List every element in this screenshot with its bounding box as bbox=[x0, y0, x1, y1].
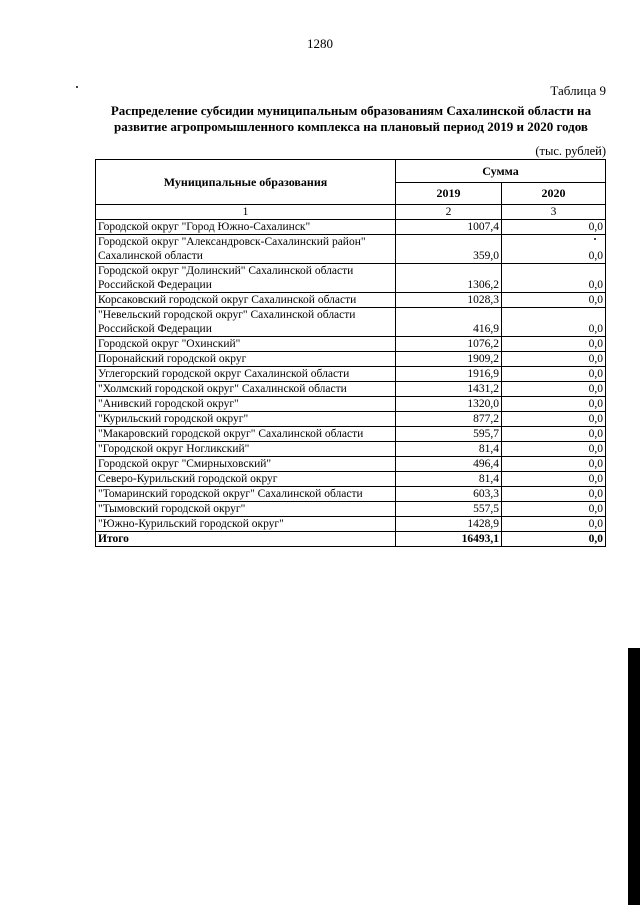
table-row bbox=[96, 487, 606, 502]
title-line: Распределение субсидии муниципальным образованиям Сахалинской области на bbox=[110, 103, 592, 118]
table-row bbox=[96, 502, 606, 517]
municipality-cell: Итого bbox=[96, 532, 396, 547]
title-line: развитие агропромышленного комплекса на плановый период 2019 и 2020 годов bbox=[114, 119, 588, 134]
municipality-cell: "Макаровский городской округ" Сахалинской области bbox=[96, 427, 396, 442]
value-2019-cell: 1428,9 bbox=[396, 517, 502, 532]
scan-speck bbox=[76, 86, 78, 88]
value-2020-cell: 0,0 bbox=[502, 487, 606, 502]
value-2019-cell: 81,4 bbox=[396, 472, 502, 487]
municipality-cell: Городской округ "Долинский" Сахалинской области Российской Федерации bbox=[96, 264, 396, 293]
value-2020-cell: 0,0 bbox=[502, 457, 606, 472]
municipality-cell: Северо-Курильский городской округ bbox=[96, 472, 396, 487]
value-2019-cell: 1007,4 bbox=[396, 220, 502, 235]
column-index: 2 bbox=[396, 205, 502, 220]
value-2019-cell: 416,9 bbox=[396, 308, 502, 337]
value-2020-cell: 0,0 bbox=[502, 367, 606, 382]
table-row bbox=[96, 352, 606, 367]
value-2020-cell: 0,0 bbox=[502, 502, 606, 517]
municipality-cell: "Невельский городской округ" Сахалинской области Российской Федерации bbox=[96, 308, 396, 337]
value-2020-cell: 0,0 bbox=[502, 397, 606, 412]
table-row bbox=[96, 367, 606, 382]
column-header-2019: 2019 bbox=[396, 182, 502, 205]
table-row bbox=[96, 442, 606, 457]
subsidy-table bbox=[95, 159, 606, 547]
municipality-cell: Городской округ "Александровск-Сахалинский район" Сахалинской области bbox=[96, 235, 396, 264]
value-2020-cell: 0,0 bbox=[502, 308, 606, 337]
table-label: Таблица 9 bbox=[550, 83, 606, 98]
table-row bbox=[96, 235, 606, 264]
value-2019-cell: 16493,1 bbox=[396, 532, 502, 547]
municipality-cell: Корсаковский городской округ Сахалинской области bbox=[96, 293, 396, 308]
value-2020-cell: 0,0 bbox=[502, 382, 606, 397]
value-2019-cell: 1916,9 bbox=[396, 367, 502, 382]
table-row bbox=[96, 397, 606, 412]
column-header-2020: 2020 bbox=[502, 182, 606, 205]
value-2019-cell: 359,0 bbox=[396, 235, 502, 264]
value-2020-cell: 0,0 bbox=[502, 264, 606, 293]
value-2019-cell: 603,3 bbox=[396, 487, 502, 502]
value-2020-cell: 0,0 bbox=[502, 517, 606, 532]
document-title bbox=[96, 103, 606, 135]
table-row bbox=[96, 337, 606, 352]
municipality-cell: "Южно-Курильский городской округ" bbox=[96, 517, 396, 532]
value-2019-cell: 1028,3 bbox=[396, 293, 502, 308]
value-2020-cell: 0,0 bbox=[502, 220, 606, 235]
value-2019-cell: 877,2 bbox=[396, 412, 502, 427]
municipality-cell: Городской округ "Охинский" bbox=[96, 337, 396, 352]
municipality-cell: "Городской округ Ногликский" bbox=[96, 442, 396, 457]
column-index: 1 bbox=[96, 205, 396, 220]
table-row bbox=[96, 264, 606, 293]
value-2019-cell: 1431,2 bbox=[396, 382, 502, 397]
value-2019-cell: 1320,0 bbox=[396, 397, 502, 412]
table-row bbox=[96, 457, 606, 472]
table-row bbox=[96, 220, 606, 235]
municipality-cell: Поронайский городской округ bbox=[96, 352, 396, 367]
scan-edge-bar bbox=[628, 648, 640, 905]
total-row bbox=[96, 532, 606, 547]
municipality-cell: "Курильский городской округ" bbox=[96, 412, 396, 427]
municipality-cell: Углегорский городской округ Сахалинской области bbox=[96, 367, 396, 382]
municipality-cell: Городской округ "Город Южно-Сахалинск" bbox=[96, 220, 396, 235]
table-row bbox=[96, 427, 606, 442]
table-body bbox=[96, 220, 606, 547]
municipality-cell: "Анивский городской округ" bbox=[96, 397, 396, 412]
municipality-cell: "Холмский городской округ" Сахалинской области bbox=[96, 382, 396, 397]
municipality-cell: "Томаринский городской округ" Сахалинской области bbox=[96, 487, 396, 502]
table-row bbox=[96, 293, 606, 308]
value-2020-cell: 0,0 bbox=[502, 235, 606, 264]
value-2020-cell: 0,0 bbox=[502, 532, 606, 547]
table-row bbox=[96, 382, 606, 397]
value-2019-cell: 1306,2 bbox=[396, 264, 502, 293]
table-row bbox=[96, 472, 606, 487]
column-header-municipality: Муниципальные образования bbox=[96, 160, 396, 205]
municipality-cell: Городской округ "Смирныховский" bbox=[96, 457, 396, 472]
column-index: 3 bbox=[502, 205, 606, 220]
table-row bbox=[96, 412, 606, 427]
table-row bbox=[96, 308, 606, 337]
value-2019-cell: 81,4 bbox=[396, 442, 502, 457]
page-number: 1280 bbox=[307, 36, 333, 51]
scan-speck bbox=[594, 238, 596, 240]
unit-label: (тыс. рублей) bbox=[535, 144, 606, 158]
value-2020-cell: 0,0 bbox=[502, 293, 606, 308]
value-2019-cell: 1909,2 bbox=[396, 352, 502, 367]
value-2019-cell: 557,5 bbox=[396, 502, 502, 517]
value-2020-cell: 0,0 bbox=[502, 337, 606, 352]
value-2020-cell: 0,0 bbox=[502, 472, 606, 487]
column-header-sum: Сумма bbox=[396, 160, 606, 183]
table-row bbox=[96, 517, 606, 532]
value-2020-cell: 0,0 bbox=[502, 412, 606, 427]
value-2019-cell: 1076,2 bbox=[396, 337, 502, 352]
value-2020-cell: 0,0 bbox=[502, 427, 606, 442]
value-2020-cell: 0,0 bbox=[502, 442, 606, 457]
municipality-cell: "Тымовский городской округ" bbox=[96, 502, 396, 517]
value-2019-cell: 595,7 bbox=[396, 427, 502, 442]
value-2019-cell: 496,4 bbox=[396, 457, 502, 472]
value-2020-cell: 0,0 bbox=[502, 352, 606, 367]
